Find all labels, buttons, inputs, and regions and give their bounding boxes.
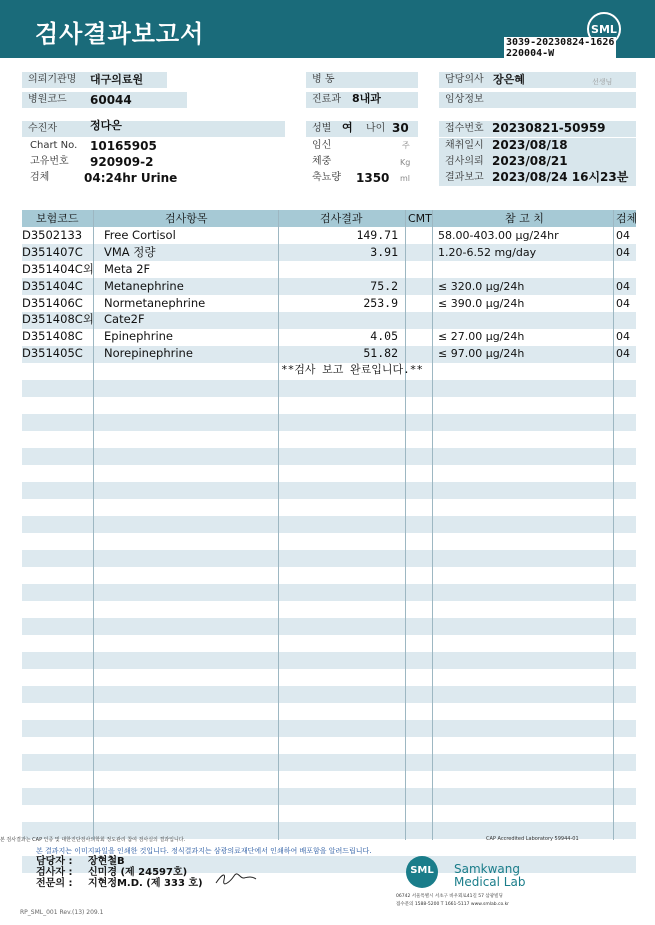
staff-name: 장현철B xyxy=(88,856,125,867)
clinical-label: 임상정보 xyxy=(439,92,636,108)
table-row: D351404C외 Meta 2F xyxy=(22,262,151,276)
unique-label: 고유번호 xyxy=(30,156,69,167)
hospcode-label: 병원코드 xyxy=(22,92,187,108)
report-title: 검사결과보고서 xyxy=(35,20,205,48)
urine-label: 축뇨량 xyxy=(312,172,341,183)
doctor-suffix: 선생님 xyxy=(592,78,613,86)
table-row: D351405C Norepinephrine 51.82 ≤ 97.00 µg/24h 04 xyxy=(22,346,630,360)
table-row: D351407C VMA 정량 3.91 1.20-6.52 mg/day 04 xyxy=(22,245,630,259)
weight-label: 체중 xyxy=(312,156,332,167)
preg-unit: 주 xyxy=(402,141,410,150)
staff-role: 전문의 : xyxy=(36,878,73,889)
urine-volume: 1350 xyxy=(356,171,390,185)
table-stripe xyxy=(22,482,636,499)
age-label: 나이 xyxy=(366,123,386,134)
header-item: 검사항목 xyxy=(165,212,208,225)
weight-unit: Kg xyxy=(400,158,411,167)
lab-address: 06742 서울특별시 서초구 바우뫼로41길 57 삼광빌딩 접수문의 1588-5200 T 1661-5117 www.smlab.co.kr xyxy=(396,894,510,907)
signature-icon xyxy=(214,870,258,886)
staff-role: 담당자 : xyxy=(36,856,73,867)
sml-logo-icon: SML xyxy=(587,12,621,46)
brand-name: Samkwang Medical Lab xyxy=(454,862,526,889)
print-notice: 본 결과지는 이미지파일을 인쇄한 것입니다. 정식결과지는 삼광의료재단에서 인쇄하여 배포함을 알려드립니다. xyxy=(36,847,372,855)
header-cmt: CMT xyxy=(408,212,432,225)
unique-no: 920909-2 xyxy=(90,155,154,169)
sml-footer-logo-icon: SML xyxy=(406,856,438,888)
table-stripe xyxy=(22,414,636,431)
table-row: D3502133 Free Cortisol 149.71 58.00-403.00 µg/24hr 04 xyxy=(22,228,630,242)
specimen-label: 검체 xyxy=(30,172,50,183)
table-stripe xyxy=(22,380,636,397)
hospcode: 60044 xyxy=(90,93,132,107)
table-row: D351404C Metanephrine 75.2 ≤ 320.0 µg/24h 04 xyxy=(22,279,630,293)
completion-notice: **검사 보고 완료입니다.** xyxy=(281,363,423,376)
receipt-no: 20230821-50959 xyxy=(492,121,606,135)
table-stripe xyxy=(22,652,636,669)
staff-name: 지현정M.D. (제 333 호) xyxy=(88,878,203,889)
table-stripe xyxy=(22,448,636,465)
collect-date: 2023/08/18 xyxy=(492,138,568,152)
table-stripe xyxy=(22,788,636,805)
staff-role: 검사자 : xyxy=(36,867,73,878)
table-stripe xyxy=(22,516,636,533)
form-number: RP_SML_001 Rev.(13) 209.1 xyxy=(20,909,104,916)
header-code: 보험코드 xyxy=(36,212,79,225)
accreditation-note: 본 검사결과는 CAP 인증 및 대한진단검사의학회 정도관리 참여 검사실의 결과입니다. xyxy=(0,837,186,843)
dept: 8내과 xyxy=(352,92,381,105)
table-stripe xyxy=(22,584,636,601)
hospital-label: 의뢰기관명 xyxy=(22,72,167,88)
staff-name: 신미경 (제 24597호) xyxy=(88,867,188,878)
cap-number: CAP Accredited Laboratory 59944-01 xyxy=(486,836,579,842)
table-row: D351408C외 Cate2F xyxy=(22,312,145,326)
ward-label: 병 동 xyxy=(306,72,418,88)
doctor-name: 장은혜 xyxy=(493,73,525,86)
table-row: D351408C Epinephrine 4.05 ≤ 27.00 µg/24h 04 xyxy=(22,329,630,343)
table-stripe xyxy=(22,686,636,703)
chart-no: 10165905 xyxy=(90,139,157,153)
patient-label: 수진자 xyxy=(22,121,285,137)
table-stripe xyxy=(22,618,636,635)
table-row: D351406C Normetanephrine 253.9 ≤ 390.0 µg/24h 04 xyxy=(22,296,630,310)
sex-label: 성별 xyxy=(306,121,418,137)
table-stripe xyxy=(22,550,636,567)
request-label: 검사의뢰 xyxy=(439,154,636,170)
receipt-label: 접수번호 xyxy=(439,121,636,137)
report-label: 결과보고 xyxy=(439,170,636,186)
table-stripe xyxy=(22,720,636,737)
specimen: 04:24hr Urine xyxy=(84,171,178,185)
preg-label: 임신 xyxy=(312,140,332,151)
sex: 여 xyxy=(342,121,353,134)
report-datetime: 2023/08/24 16시23분 xyxy=(492,170,629,184)
chart-label: Chart No. xyxy=(30,140,78,151)
header-spec: 검체 xyxy=(616,212,638,225)
urine-unit: ml xyxy=(400,174,411,183)
dept-label: 진료과 xyxy=(306,92,418,108)
age: 30 xyxy=(392,121,409,135)
table-stripe xyxy=(22,754,636,771)
hospital-name: 대구의료원 xyxy=(90,73,144,86)
doctor-label: 담당의사 xyxy=(439,72,636,88)
collect-label: 채취일시 xyxy=(439,138,636,154)
patient-name: 정다은 xyxy=(90,119,122,132)
request-date: 2023/08/21 xyxy=(492,154,568,168)
header-result: 검사결과 xyxy=(320,212,363,225)
table-header xyxy=(22,210,636,227)
document-number: 3039-20230824-1626 220004-W xyxy=(506,37,615,59)
header-ref: 참 고 치 xyxy=(505,212,544,225)
